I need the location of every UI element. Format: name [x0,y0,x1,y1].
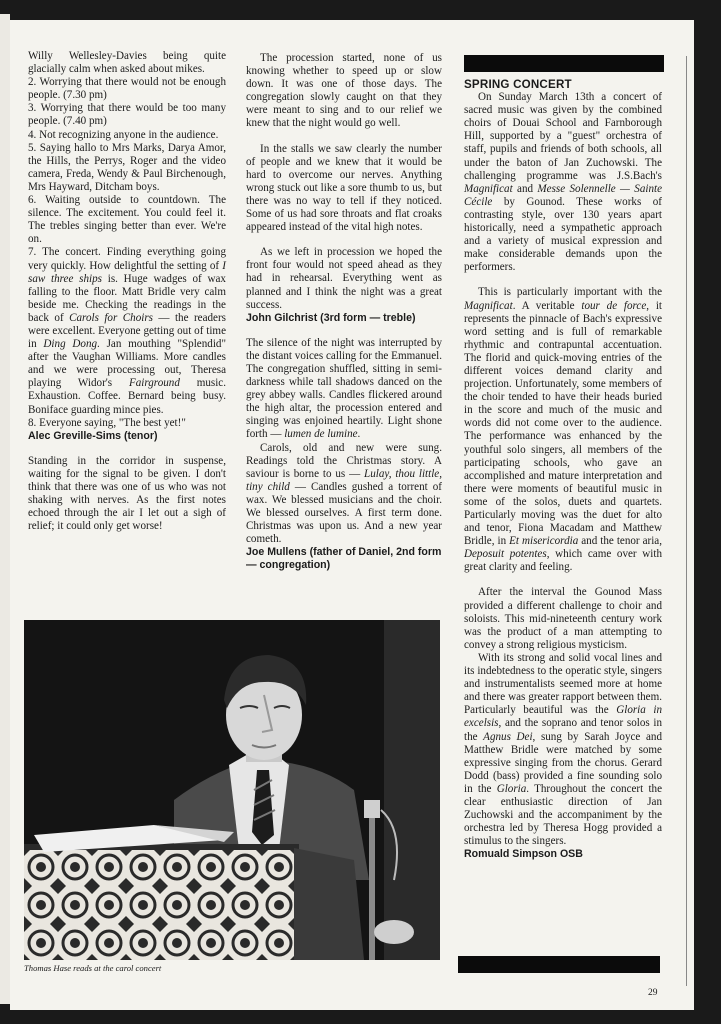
author-signature: Joe Mullens (father of Daniel, 2nd form — congregation) [246,546,442,572]
previous-page-edge [0,14,10,1004]
photo-reader-at-lectern [24,620,440,960]
column-3 [464,78,662,861]
section-heading: SPRING CONCERT [464,78,572,91]
paragraph: The silence of the night was interrupted by the distant voices calling for the Emmanuel. The congregation shuffled, sitting in semi-darkness while tall shadows danced on the grey abbey walls. Candles flickered around the high altar, the procession entered and singing was enjoined heartily. Light shone forth — lumen de lumine. [246,336,442,441]
paragraph: As we left in procession we hoped the front four would not speed ahead as they had in rehearsal. Everything went as planned and I think the night was a great success. [246,246,442,311]
list-item: 7. The concert. Finding everything going very quickly. How delightful the setting of I saw three ships is. Huge wadges of wax falling to the floor. Matt Bridle very calm beside me. Checking the readings in the back of Carols for Choirs — the readers were excellent. Everyone getting out of time in Ding Dong. Jan mouthing "Splendid" after the Vaughan Williams. More candles and we were processing out, Theresa playing Widor's Fairground music. Exhaustion. Coffee. Bernard being busy. Boniface guarding mince pies. [28,246,227,416]
photograph [24,620,440,960]
list-item: 2. Worrying that there would not be enough people. (7.30 pm) [28,76,226,102]
paragraph: With its strong and solid vocal lines and its indebtedness to the operatic style, singers and instrumentalists seemed more at home and there was greater rapport between them. Particularly beautiful was the Gloria in excelsis, and the soprano and tenor solos in the Agnus Dei, sung by Sarah Joyce and Matthew Bridle were matched by some expressive singing from the chorus. Gerard Dodd (bass) provided a fine sounding solo in the Gloria. Throughout the concert the clear enthusiastic direction of Jan Zuchowski and the accompaniment by the orchestra led by Theresa Hogg provided a stimulus to the singers. [464,651,662,848]
list-item: 4. Not recognizing anyone in the audience. [28,128,219,141]
paragraph: The procession started, none of us knowing whether to speed up or slow down. It was one of those days. The congregation slowly caught on that they were meant to sing and to our relief we knew that the night would go well. [246,52,442,130]
paragraph: Standing in the corridor in suspense, waiting for the signal to be given. I don't think that there was one of us who was not shaking with nerves. As the first notes echoed through the air I let out a sigh of relief; it could only get worse! [28,454,226,533]
page [10,20,694,1010]
page-number: 29 [648,988,658,998]
paragraph: After the interval the Gounod Mass provided a different challenge to choir and soloists. This mid-nineteenth century work was the product of a man attempting to convey a strong religious mysticism. [464,586,662,651]
paragraph: On Sunday March 13th a concert of sacred music was given by the combined choirs of Douai School and Farnborough Hill, supported by a "guest" orchestra of staff, pupils and friends of both schools, all under the baton of Jan Zuchowski. The challenging programme was J.S.Bach's Magnificat and Messe Solennelle — Sainte Cécile by Gounod. These works of contrasting style, over 130 years apart historically, need a sympathetic approach and a variety of musical expression and make considerable demands upon the performers. [464,91,662,274]
paragraph: This is particularly important with the Magnificat. A veritable tour de force, it represents the pinnacle of Bach's expressive word setting and is full of remarkable rhythmic and contrapuntal accentuation. The florid and quick-moving entries of the different voices demand clarity and projection. Unfortunately, some members of the choir tended to have their heads buried in the score and much of the music and words did not come over to the audience. The performance was enhanced by the youthful solo singers, all members of the participating schools, who gave an accomplished and mature interpretation and there were moments of beautiful music in some of the solos, duets and quartets. Particularly moving was the duet for alto and tenor, Fiona Macadam and Matthew Bridle, in Et misericordia and the tenor aria, Deposuit potentes, which came over with great clarity and feeling. [464,286,662,574]
column-2 [246,52,442,572]
list-item: 5. Saying hallo to Mrs Marks, Darya Amor, the Hills, the Perrys, Roger and the video camera, Freda, Wendy & Paul Birchenough, Mrs Hayward, Ditcham boys. [28,141,226,193]
list-item: 6. Waiting outside to countdown. The silence. The excitement. You could feel it. The trebles singing better than ever. We're on. [28,194,226,246]
heading-rule-top [464,55,664,72]
paragraph: In the stalls we saw clearly the number of people and we knew that it would be hard to overcome our nerves. Anything wrong stuck out like a sore thumb to us, but there was no way to tell if they noticed. Some of us had sore throats and flat croaks appeared instead of the vital high notes. [246,142,442,234]
list-item: 3. Worrying that there would be too many people. (7.40 pm) [28,102,226,128]
author-signature: Romuald Simpson OSB [464,848,583,861]
paragraph: Willy Wellesley-Davies being quite glacially calm when asked about mikes. [28,50,226,76]
paragraph: Carols, old and new were sung. Readings told the Christmas story. A saviour is borne to us — Lulay, thou little, tiny child — Candles gushed a torrent of wax. We blessed musicians and the choir. We blessed ourselves. A first term done. Christmas was upon us. And a new year cometh. [246,441,443,546]
heading-rule-bottom [458,956,660,973]
column-1 [28,50,226,533]
photo-caption: Thomas Hase reads at the carol concert [24,963,162,973]
column-divider [686,56,687,986]
list-item: 8. Everyone saying, "The best yet!" [28,416,186,429]
author-signature: Alec Greville-Sims (tenor) [28,429,158,442]
author-signature: John Gilchrist (3rd form — treble) [246,311,416,324]
